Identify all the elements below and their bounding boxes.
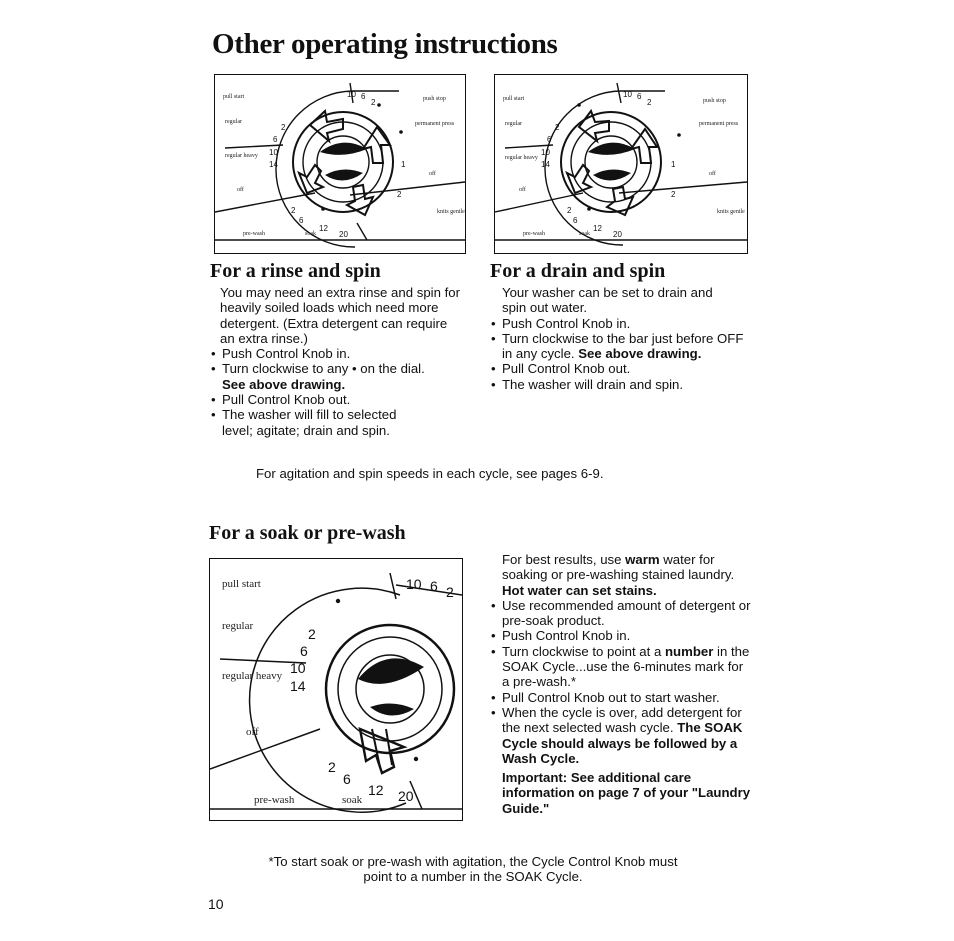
dial2-number-2-right: 2 [671, 190, 676, 199]
soak-number-2-left: 2 [308, 626, 316, 642]
page-number: 10 [208, 896, 224, 912]
speeds-note: For agitation and spin speeds in each cycle, see pages 6-9. [256, 466, 604, 481]
label-pre-wash: pre-wash [243, 231, 265, 237]
label-push-stop-2: push stop [703, 98, 726, 104]
label-off-right-2: off [709, 171, 716, 177]
soak-step-3-b: in the SOAK Cycle...use the 6-minutes mark for a pre-wash.* [502, 643, 750, 690]
drain-step-1: • Push Control Knob in. [490, 316, 752, 331]
soak-step-5-bold: The SOAK Cycle should always be followed by a Wash Cycle. [502, 720, 743, 766]
label-off-right: off [429, 171, 436, 177]
dial2-number-6: 6 [637, 92, 642, 101]
soak-instructions [502, 552, 752, 816]
dial-number-1: 1 [401, 160, 406, 169]
dial2-number-2-bottom: 2 [567, 206, 572, 215]
footnote: *To start soak or pre-wash with agitation, the Cycle Control Knob must point to a number in the SOAK Cycle. [268, 854, 678, 885]
dial2-number-2: 2 [647, 98, 652, 107]
rinse-dial-figure [214, 74, 466, 254]
soak-intro [502, 552, 752, 598]
soak-intro-a: For best results, use [502, 552, 622, 567]
dial-number-2: 2 [371, 98, 376, 107]
soak-number-6: 6 [430, 578, 438, 594]
dial2-number-2-left: 2 [555, 123, 560, 132]
label-regular: regular [225, 119, 242, 125]
label-regular-heavy: regular heavy [225, 153, 258, 159]
drain-step-2 [490, 331, 752, 362]
rinse-step-1: • Push Control Knob in. [210, 346, 460, 361]
drain-step-3: • Pull Control Knob out. [490, 361, 752, 376]
soak-label-regular-heavy: regular heavy [222, 670, 283, 682]
drain-heading: For a drain and spin [490, 260, 666, 282]
dial2-number-6-bottom: 6 [573, 216, 578, 225]
dial-number-10: 10 [347, 90, 356, 99]
soak-step-5-a: When the cycle is over, add detergent for the next selected wash cycle. [502, 704, 742, 736]
soak-step-1: • Use recommended amount of detergent or pre-soak product. [490, 598, 752, 629]
soak-number-12: 12 [368, 782, 384, 798]
label-pull-start: pull start [223, 94, 245, 100]
label-regular-2: regular [505, 121, 522, 127]
rinse-step-2 [210, 361, 460, 392]
label-regular-heavy-2: regular heavy [505, 155, 538, 161]
soak-number-2: 2 [446, 584, 454, 600]
soak-number-14-left: 14 [290, 678, 306, 694]
dial2-number-20: 20 [613, 230, 622, 239]
label-push-stop: push stop [423, 96, 446, 102]
label-pull-start-2: pull start [503, 96, 525, 102]
soak-number-6-left: 6 [300, 643, 308, 659]
label-permanent-press-2: permanent press [699, 121, 739, 127]
soak-step-4: • Pull Control Knob out to start washer. [490, 690, 752, 705]
rinse-step-4: • The washer will fill to selected level; agitate; drain and spin. [210, 407, 460, 438]
rinse-see-above: See above drawing. [222, 376, 346, 392]
dial2-number-14-left: 14 [541, 160, 550, 169]
rinse-instructions [220, 285, 460, 438]
label-knits-gentle-2: knits gentle [717, 209, 745, 215]
dial2-number-1: 1 [671, 160, 676, 169]
drain-step-4: • The washer will drain and spin. [490, 377, 752, 392]
dial-number-2-left: 2 [281, 123, 286, 132]
soak-heading: For a soak or pre-wash [209, 522, 406, 544]
soak-intro-b: water for soaking or pre-washing stained laundry. [502, 552, 735, 583]
drain-intro: Your washer can be set to drain and spin out water. [502, 285, 713, 316]
drain-see-above: See above drawing. [578, 346, 702, 362]
page-title: Other operating instructions [212, 28, 558, 60]
soak-important: Important: See additional care information on page 7 of your "Laundry Guide." [502, 770, 751, 816]
soak-number-2-bottom: 2 [328, 759, 336, 775]
drain-step-2-text: Turn clockwise to the bar just before OFF in any cycle. [502, 330, 744, 362]
soak-label-regular: regular [222, 620, 254, 632]
label-off-left: off [237, 187, 244, 193]
soak-number-10-left: 10 [290, 660, 306, 676]
soak-label-pre-wash: pre-wash [254, 794, 295, 806]
soak-label-pull-start: pull start [222, 578, 261, 590]
drain-dial-figure [494, 74, 748, 254]
soak-step-3 [490, 644, 752, 690]
drain-dial-drawing [495, 75, 747, 253]
dial-number-2-bottom: 2 [291, 206, 296, 215]
label-soak-2: soak [579, 231, 590, 237]
drain-instructions [502, 285, 752, 392]
dial-number-6-bottom: 6 [299, 216, 304, 225]
dial2-number-6-left: 6 [547, 135, 552, 144]
soak-label-soak: soak [342, 794, 363, 806]
label-knits-gentle: knits gentle [437, 209, 465, 215]
dial-number-6: 6 [361, 92, 366, 101]
rinse-heading: For a rinse and spin [210, 260, 381, 282]
dial-number-6-left: 6 [273, 135, 278, 144]
soak-number-20: 20 [398, 788, 414, 804]
soak-intro-warm: warm [625, 552, 660, 567]
dial-number-20: 20 [339, 230, 348, 239]
dial-number-14-left: 14 [269, 160, 278, 169]
label-pre-wash-2: pre-wash [523, 231, 545, 237]
soak-step-3-a: Turn clockwise to point at a [502, 643, 662, 659]
dial-number-12: 12 [319, 224, 328, 233]
dial2-number-10-left: 10 [541, 148, 550, 157]
dial2-number-10: 10 [623, 90, 632, 99]
rinse-step-3: • Pull Control Knob out. [210, 392, 460, 407]
soak-dial-drawing [210, 559, 462, 820]
soak-step-3-bold: number [664, 643, 714, 659]
soak-dial-figure [209, 558, 463, 821]
dial-number-10-left: 10 [269, 148, 278, 157]
rinse-step-2-text: Turn clockwise to any • on the dial. [222, 361, 425, 377]
soak-label-off: off [246, 726, 259, 738]
rinse-intro: You may need an extra rinse and spin for heavily soiled loads which need more detergent. (Extra detergent can require an extra rinse.) [220, 285, 460, 346]
soak-step-5 [490, 705, 752, 766]
label-off-left-2: off [519, 187, 526, 193]
rinse-dial-drawing [215, 75, 465, 253]
dial2-number-12: 12 [593, 224, 602, 233]
dial-number-2-right: 2 [397, 190, 402, 199]
soak-intro-hot: Hot water can set stains. [502, 582, 657, 598]
soak-step-2: • Push Control Knob in. [490, 628, 752, 643]
label-permanent-press: permanent press [415, 121, 455, 127]
label-soak: soak [305, 231, 316, 237]
soak-number-10: 10 [406, 576, 422, 592]
soak-number-6-bottom: 6 [343, 771, 351, 787]
